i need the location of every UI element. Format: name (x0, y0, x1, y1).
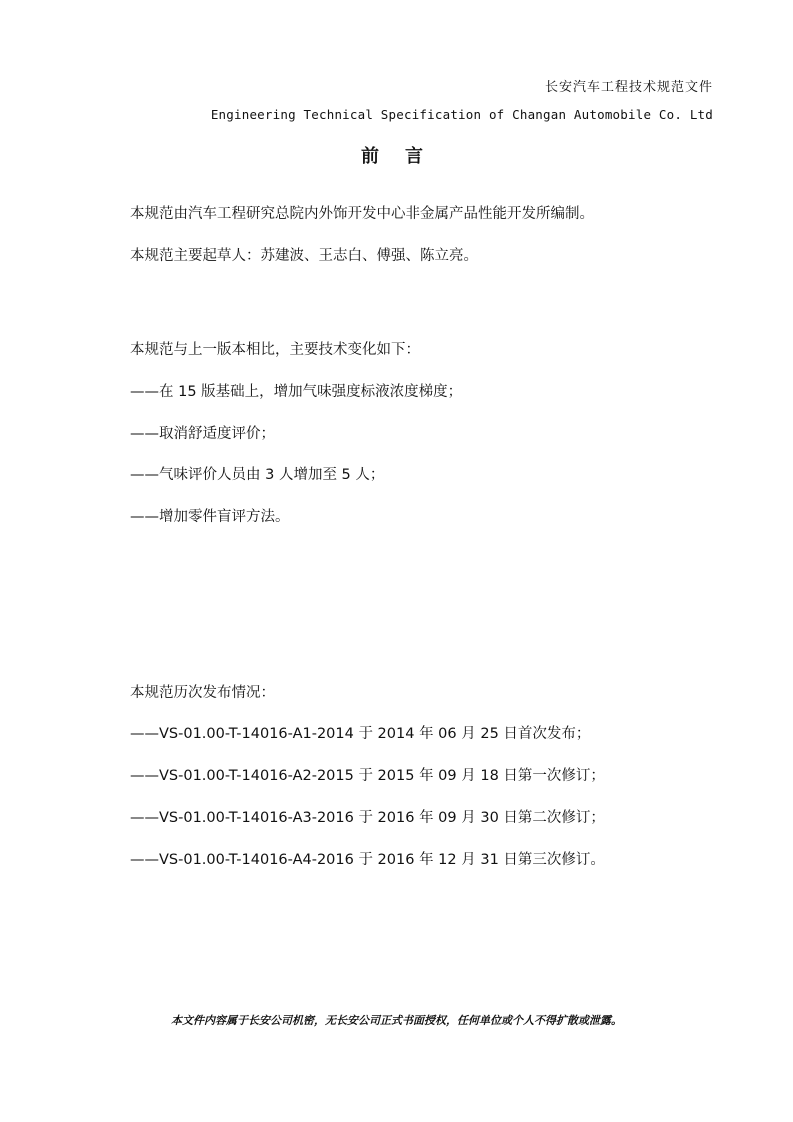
header-company-cn: 长安汽车工程技术规范文件 (544, 80, 713, 95)
history-item: ——VS-01.00-T-14016-A4-2016 于 2016 年 12 月 31 日第三次修订。 (130, 852, 605, 868)
changes-heading: 本规范与上一版本相比，主要技术变化如下： (130, 342, 420, 358)
history-item: ——VS-01.00-T-14016-A1-2014 于 2014 年 06 月 25 日首次发布； (130, 726, 591, 742)
header-company-en: Engineering Technical Specification of Changan Automobile Co. Ltd (210, 107, 713, 122)
change-item: ——气味评价人员由 3 人增加至 5 人； (130, 467, 385, 483)
history-item: ——VS-01.00-T-14016-A3-2016 于 2016 年 09 月 30 日第二次修订； (130, 810, 605, 826)
change-item: ——取消舒适度评价； (130, 426, 275, 442)
compiled-by-text: 本规范由汽车工程研究总院内外饰开发中心非金属产品性能开发所编制。 (130, 206, 594, 222)
drafters-text: 本规范主要起草人：苏建波、王志白、傅强、陈立亮。 (130, 248, 478, 264)
change-item: ——增加零件盲评方法。 (130, 509, 290, 525)
history-heading: 本规范历次发布情况： (130, 685, 275, 701)
change-item: ——在 15 版基础上，增加气味强度标液浓度梯度； (130, 384, 463, 400)
page-title: 前言 (361, 146, 449, 167)
confidentiality-footer: 本文件内容属于长安公司机密，无长安公司正式书面授权，任何单位或个人不得扩散或泄露。 (171, 1014, 622, 1027)
history-item: ——VS-01.00-T-14016-A2-2015 于 2015 年 09 月 18 日第一次修订； (130, 768, 605, 784)
